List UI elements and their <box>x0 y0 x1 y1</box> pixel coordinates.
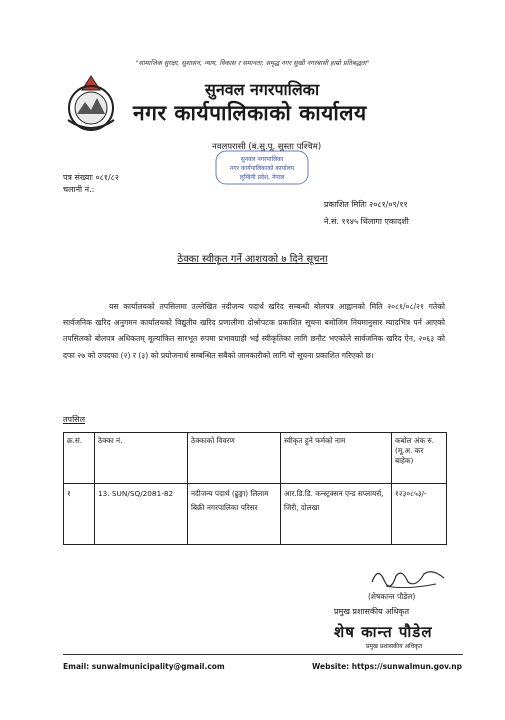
seal-line3: लुम्बिनी प्रदेश, नेपाल <box>239 174 285 181</box>
contract-table <box>63 432 447 545</box>
reference-number: पत्र संख्याः ०८१/८२ <box>63 173 119 182</box>
notice-body: यस कार्यालयको तपसिलमा उल्लेखित नदीजन्य पदार्थ खरिद सम्बन्धी बोलपत्र आह्वानको मिति २०८१/०८/२१ गतेको सार्वजनिक खरिद अनुगमन कार्यालयको विद्युतीय खरिद प्रणालीमा दोश्रोपटक प्रकाशित सूचना बमोजिम नियमानुसार म्यादभित्र पर्न आएको तपसिलको बोलपत्र अधिकतम् मूल्यांकित सारभूत रुपमा प्रभावग्राही भई स्वीकृतिका लागि छनौट भएकोले सार्वजनिक खरिद ऐन, २०६३ को दफा २७ को उपदफा (२) र (३) को प्रयोजनार्थ सम्बन्धित सबैको जानकारीको लागि यो सूचना प्रकाशित गरिएको छ। <box>63 302 445 360</box>
nepal-sambat-date: ने.सं. ११४५ थिंलागा एकादशी <box>324 217 409 226</box>
municipality-logo <box>60 70 122 136</box>
table-row <box>64 484 447 545</box>
signatory-name: (शेषकान्त पौडेल) <box>368 592 416 601</box>
signature-stamp-designation: प्रमुख प्रशासकीय अधिकृत <box>366 643 423 650</box>
footer-email: Email: sunwalmunicipality@gmail.com <box>63 662 225 671</box>
office-seal <box>214 150 310 186</box>
notice-title: ठेक्का स्वीकृत गर्ने आशयको ७ दिने सूचना <box>177 254 328 265</box>
footer-divider <box>63 654 463 655</box>
motto: "सामाजिक सुरक्षा, सुशासन, न्याय, विकास र समानता; समृद्ध नगर सुखी नगरबासी हाम्रो प्रतिबद्धता" <box>135 59 370 67</box>
office-name: नगर कार्यपालिकाको कार्यालय <box>133 101 367 125</box>
col-header-contract-no: ठेक्का नं. <box>95 433 188 484</box>
municipality-name: सुनवल नगरपालिका <box>205 80 320 99</box>
signatory-designation: प्रमुख प्रशासकीय अधिकृत <box>334 607 410 616</box>
signature-stamp-name: शेष कान्त पौडेल <box>334 623 433 641</box>
tapsil-label: तपसिल <box>63 415 86 424</box>
cell-contract-no: 13. SUN/SQ/2081-82 <box>95 484 188 545</box>
table-header-row <box>64 433 447 484</box>
handwritten-signature <box>366 562 450 592</box>
published-date: प्रकाशित मितिः २०८१/०९/११ <box>324 200 408 209</box>
cell-firm: आर.डि.डि. कन्स्ट्रक्सन एन्ड सप्लायर्स, जिरी, दोलखा <box>281 484 392 545</box>
cell-sn: १ <box>64 484 95 545</box>
footer-website: Website: https://sunwalmun.gov.np <box>312 662 462 671</box>
col-header-bid-amount: कबोल अंक रु. (मू.अ. कर बाहेक) <box>392 433 447 484</box>
col-header-firm: स्वीकृत हुने फर्मको नाम <box>281 433 392 484</box>
col-header-description: ठेक्काको विवरण <box>188 433 281 484</box>
office-location: नवलपरासी (ब.सु.पू. सुस्ता पश्चिम) <box>212 142 322 152</box>
seal-line2: नगर कार्यपालिकाको कार्यालय <box>229 165 295 172</box>
seal-line1: सुनवल नगरपालिका <box>240 156 284 163</box>
cell-description: नदीजन्य पदार्थ (ढुङ्गा) लिलाम बिक्री नगरपालिका परिसर <box>188 484 281 545</box>
cell-bid-amount: १२३०८५३/- <box>392 484 447 545</box>
chalani-number: चलानी नं.: <box>63 185 95 194</box>
col-header-sn: क्र.सं. <box>64 433 95 484</box>
